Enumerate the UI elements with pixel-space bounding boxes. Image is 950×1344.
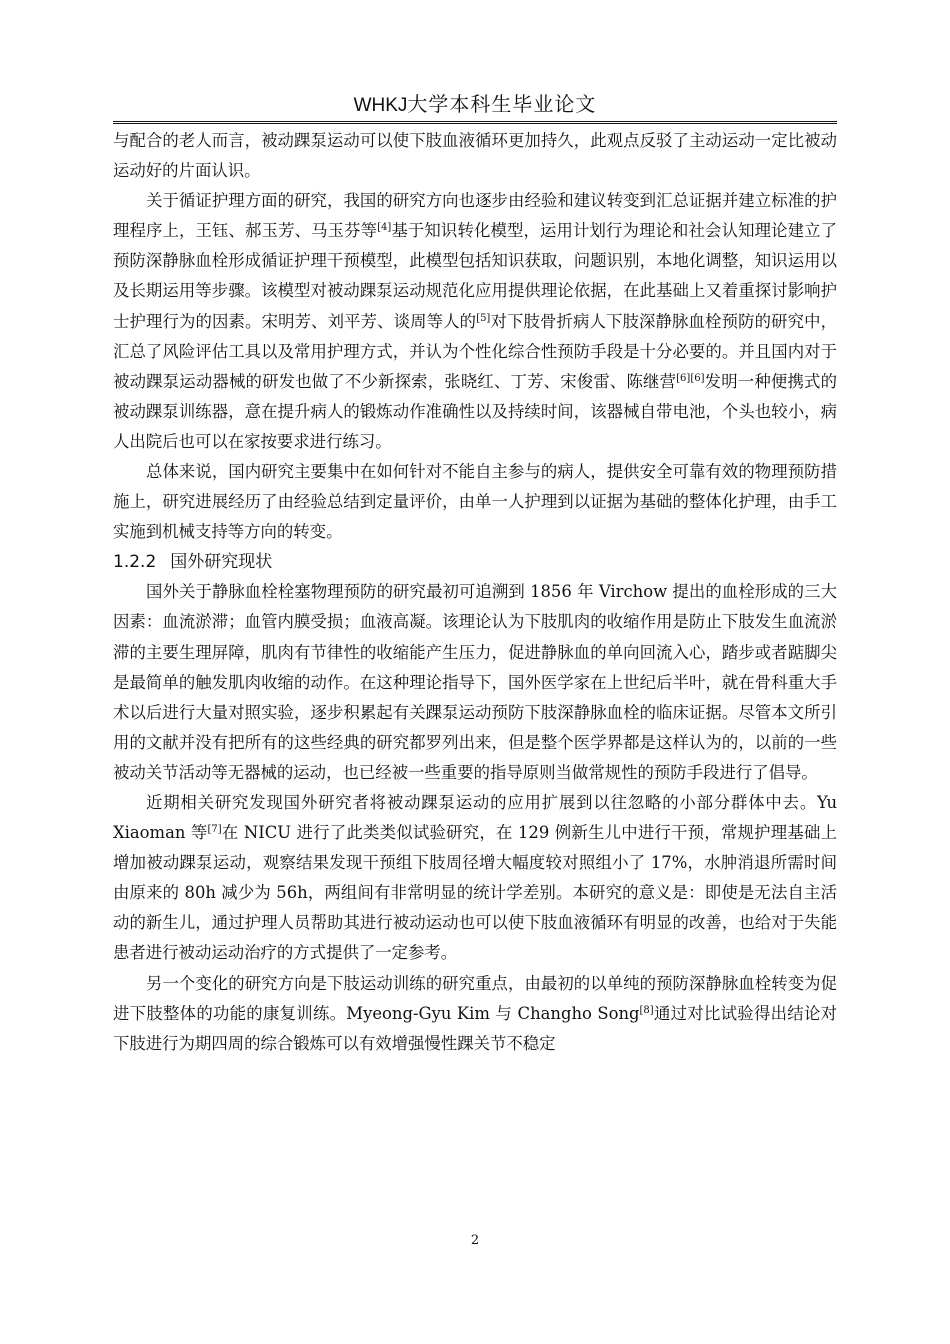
page-number: 2 <box>470 1233 480 1248</box>
paragraph-5 <box>113 788 837 969</box>
paragraph-2-text-4: 发明一种便携式的被动踝泵训练器，意在提升病人的锻炼动作准确性以及持续时间，该器械自带电池，个头也较小，病人出院后也可以在家按要求进行练习。 <box>113 371 838 451</box>
section-number: 1.2.2 <box>113 552 157 573</box>
citation-4: [4] <box>377 222 392 234</box>
citation-6: [6][6] <box>676 372 705 384</box>
paragraph-3: 总体来说，国内研究主要集中在如何针对不能自主参与的病人，提供安全可靠有效的物理预防措施上，研究进展经历了由经验总结到定量评价，由单一人护理到以证据为基础的整体化护理，由手工实施到机械支持等方向的转变。 <box>113 462 837 542</box>
body-text <box>113 126 837 1059</box>
paragraph-2 <box>113 186 837 457</box>
header-title: 大学本科生毕业论文 <box>407 92 597 116</box>
paragraph-6-text-1: 另一个变化的研究方向是下肢运动训练的研究重点，由最初的以单纯的预防深静脉血栓转变为促进下肢整体的功能的康复训练。Myeong-Gyu Kim 与 Changho Song <box>113 973 837 1023</box>
paragraph-2-text-1: 关于循证护理方面的研究，我国的研究方向也逐步由经验和建议转变到汇总证据并建立标准的护理程序上，王钰、郝玉芳、马玉芬等 <box>113 191 837 241</box>
citation-8: [8] <box>639 1004 654 1016</box>
running-header <box>113 92 837 118</box>
header-latin-text: WHKJ <box>353 95 408 116</box>
citation-5: [5] <box>476 312 491 324</box>
paragraph-6 <box>113 969 837 1059</box>
paragraph-2-text-3: 对下肢骨折病人下肢深静脉血栓预防的研究中，汇总了风险评估工具以及常用护理方式，并认为个性化综合性预防手段是十分必要的。并且国内对于被动踝泵运动器械的研发也做了不少新探索，张晓红、丁芳、宋俊雷、陈继营 <box>113 311 838 391</box>
section-title: 国外研究现状 <box>170 552 273 573</box>
paragraph-5-text-1: 近期相关研究发现国外研究者将被动踝泵运动的应用扩展到以往忽略的小部分群体中去。Yu Xiaoman 等 <box>113 792 837 843</box>
paragraph-2-text-2: 基于知识转化模型，运用计划行为理论和社会认知理论建立了预防深静脉血栓形成循证护理干预模型，此模型包括知识获取，问题识别，本地化调整，知识运用以及长期运用等步骤。该模型对被动踝泵运动规范化应用提供理论依据，在此基础上又着重探讨影响护士护理行为的因素。宋明芳、刘平芳、谈周等人的 <box>113 221 838 331</box>
section-heading <box>113 547 837 577</box>
citation-7: [7] <box>207 824 222 836</box>
paragraph-4: 国外关于静脉血栓栓塞物理预防的研究最初可追溯到 1856 年 Virchow 提出的血栓形成的三大因素：血流淤滞；血管内膜受损；血液高凝。该理论认为下肢肌肉的收缩作用是防止下肢发生血流淤滞的主要生理屏障，肌肉有节律性的收缩能产生压力，促进静脉血的单向回流入心，踏步或者踮脚尖是最简单的触发肌肉收缩的动作。在这种理论指导下，国外医学家在上世纪后半叶，就在骨科重大手术以后进行大量对照实验，逐步积累起有关踝泵运动预防下肢深静脉血栓的临床证据。尽管本文所引用的文献并没有把所有的这些经典的研究都罗列出来，但是整个医学界都是这样认为的，以前的一些被动关节活动等无器械的运动，也已经被一些重要的指导原则当做常规性的预防手段进行了倡导。 <box>113 582 837 782</box>
paragraph-1: 与配合的老人而言，被动踝泵运动可以使下肢血液循环更加持久，此观点反驳了主动运动一定比被动运动好的片面认识。 <box>113 131 837 181</box>
paragraph-6-text-2: 通过对比试验得出结论对下肢进行为期四周的综合锻炼可以有效增强慢性踝关节不稳定 <box>113 1003 838 1053</box>
paragraph-5-text-2: 在 NICU 进行了此类类似试验研究，在 129 例新生儿中进行干预，常规护理基础上增加被动踝泵运动，观察结果发现干预组下肢周径增大幅度较对照组小了 17%，水肿消退所需时间由原来的 80h 减少为 56h，两组间有非常明显的统计学差别。本研究的意义是：即使是无法自主活动的新生儿，通过护理人员帮助其进行被动运动也可以使下肢血液循环有明显的改善，也给对于失能患者进行被动运动治疗的方式提供了一定参考。 <box>113 823 837 963</box>
header-rule <box>113 121 837 124</box>
